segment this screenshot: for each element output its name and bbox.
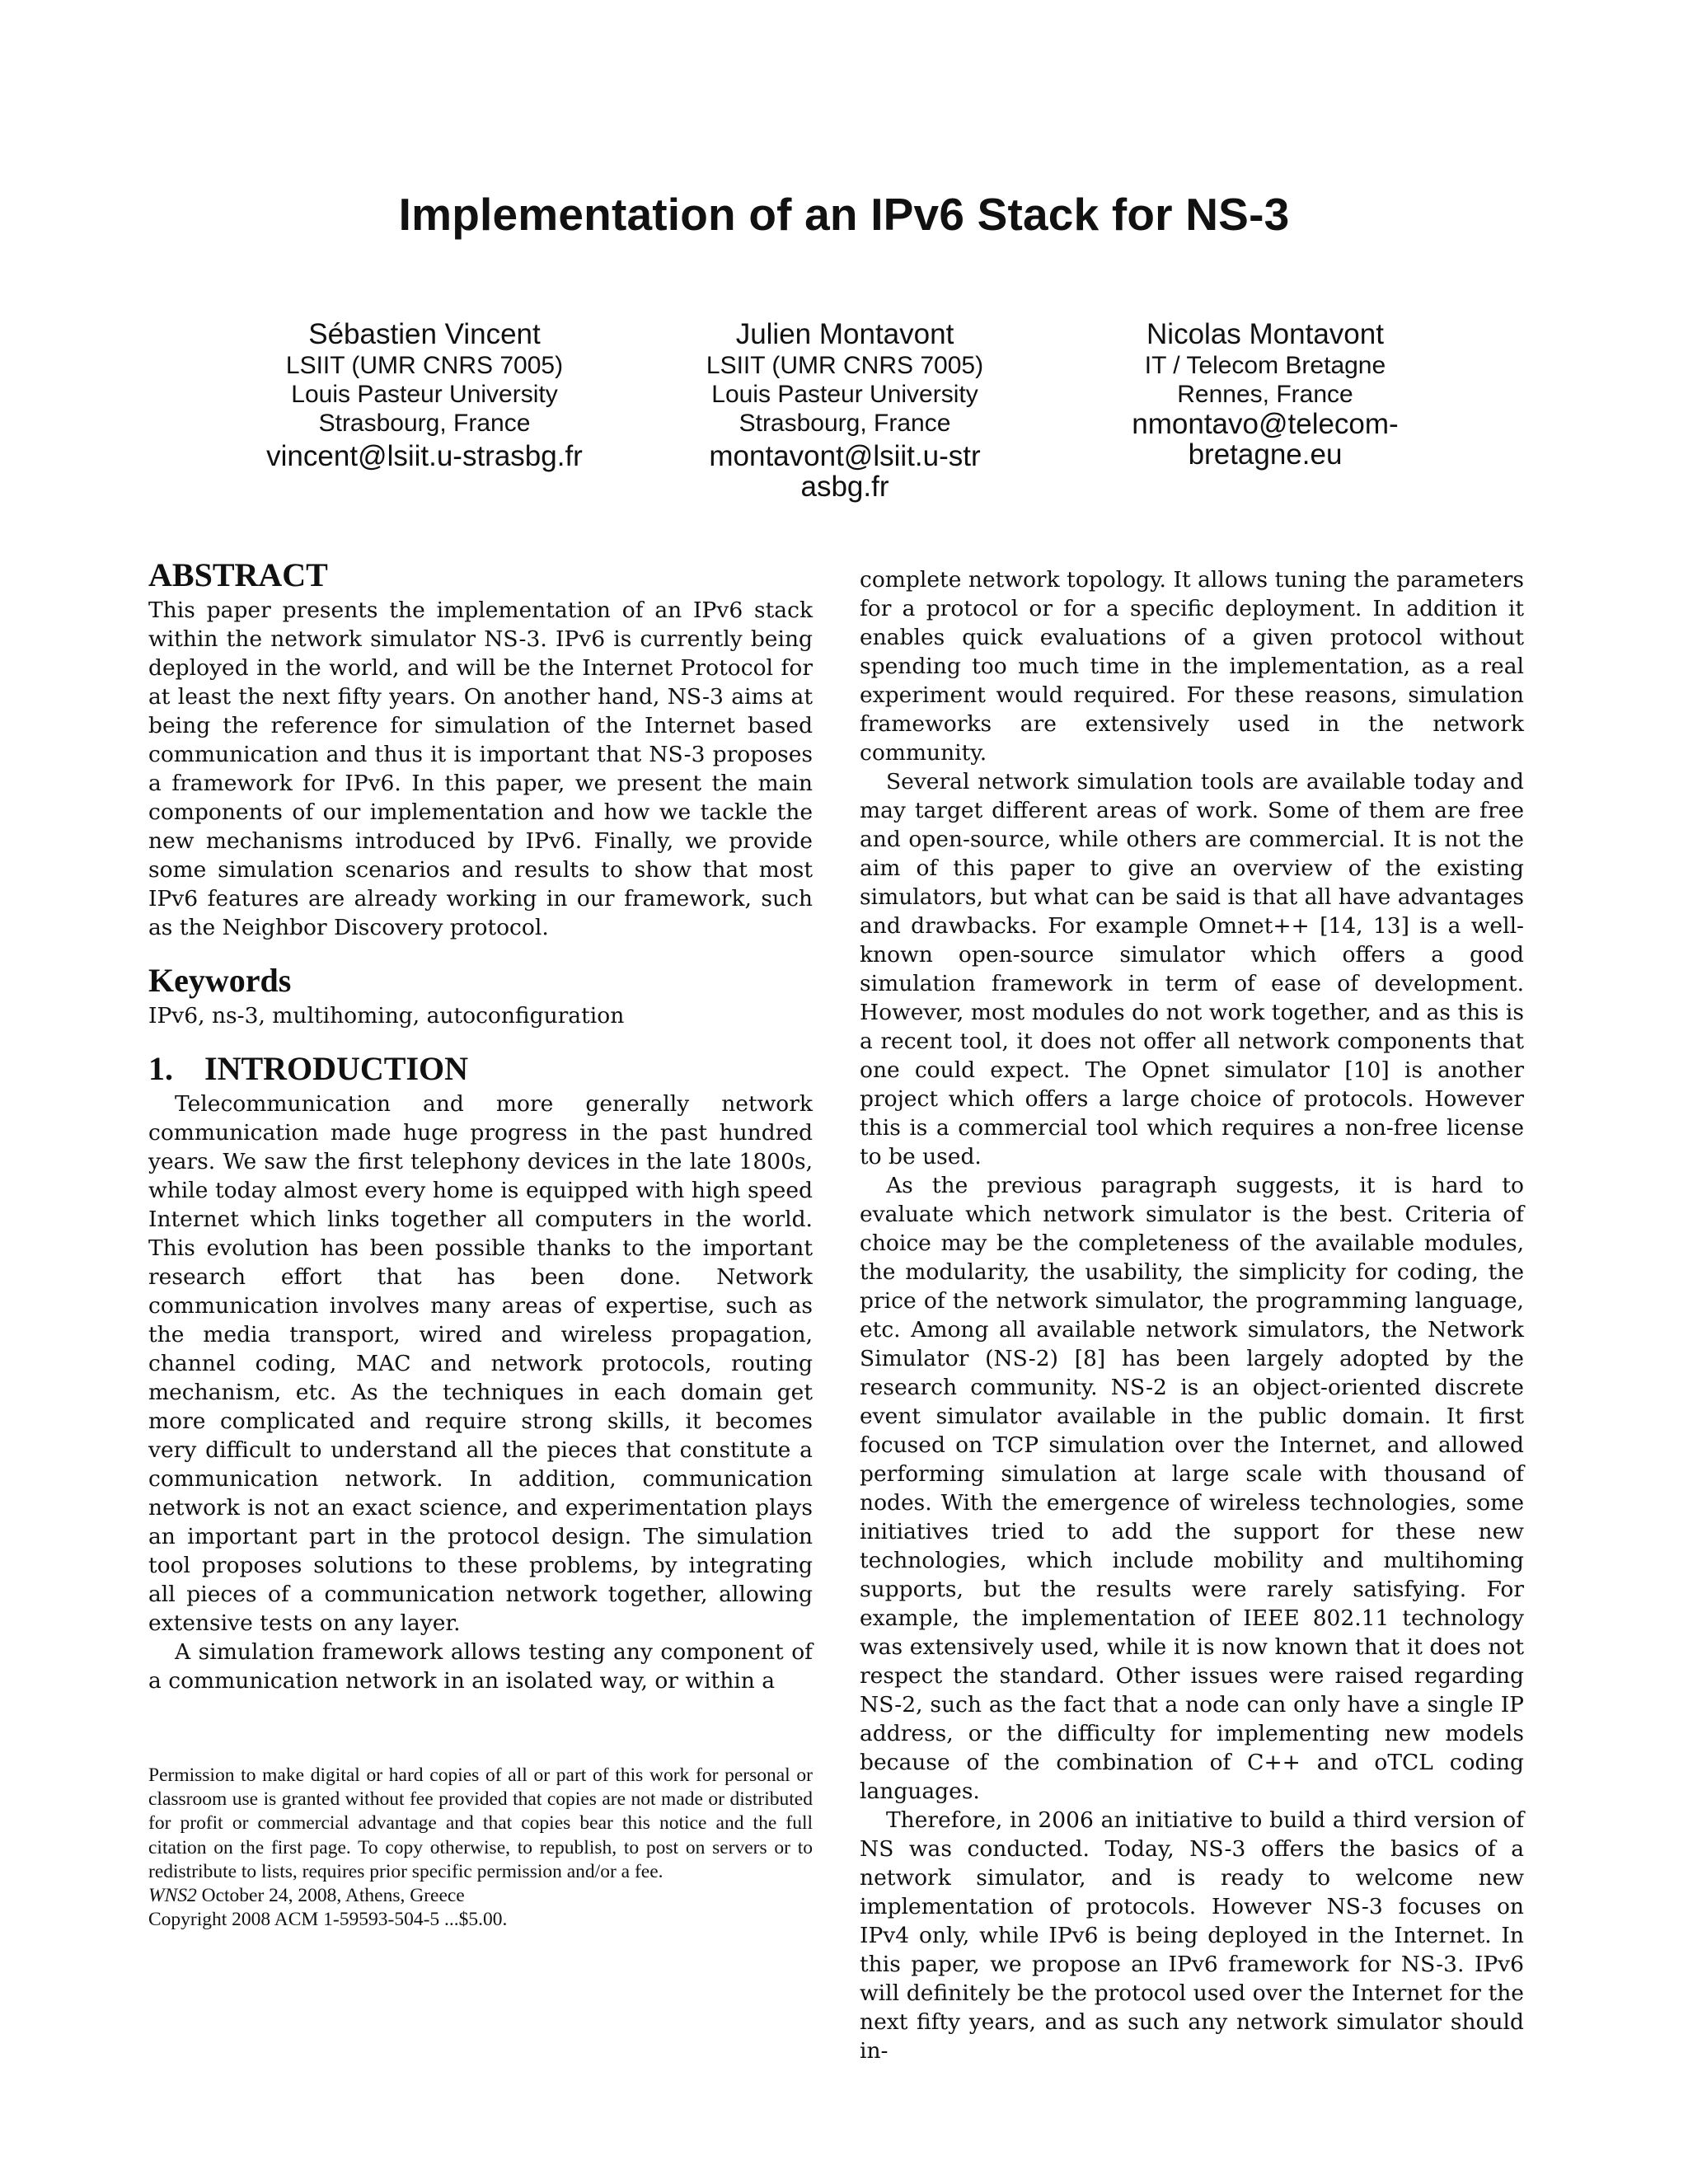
author-affiliation-line: LSIIT (UMR CNRS 7005) [706,352,984,379]
section-number: 1. [148,1050,173,1087]
author-affiliation-line: Louis Pasteur University [291,381,558,408]
copyright-line: Copyright 2008 ACM 1-59593-504-5 ...$5.00. [148,1909,508,1931]
abstract-heading: ABSTRACT [148,556,328,593]
author-email: vincent@lsiit.u-strasbg.fr [266,440,583,472]
intro-paragraph: Therefore, in 2006 an initiative to build a third version of NS was conducted. Today, NS-3 offers the basics of a network simulator, and is ready to welcome new implementation of protocols. However NS-3 focuses on IPv4 only, while IPv6 is being deployed in the Internet. In this paper, we propose an IPv6 framework for NS-3. IPv6 will definitely be the protocol used over the Internet for the next fifty years, and as such any network simulator should in- [860,1807,1524,2064]
author-affiliation-line: Strasbourg, France [738,410,951,437]
intro-paragraph: As the previous paragraph suggests, it is hard to evaluate which network simulator is the best. Criteria of choice may be the completeness of the available modules, the modularity, the usability, the simplicity for coding, the price of the network simulator, the programming language, etc. Among all available network simulators, the Network Simulator (NS-2) [8] has been largely adopted by the research community. NS-2 is an object-oriented discrete event simulator available in the public domain. It first focused on TCP simulation over the Internet, and allowed performing simulation at large scale with thousand of nodes. With the emergence of wireless technologies, some initiatives tried to add the support for these new technologies, which include mobility and multihoming supports, but the results were rarely satisfying. For example, the implementation of IEEE 802.11 technology was extensively used, while it is now known that it does not respect the standard. Other issues were raised regarding NS-2, such as the fact that a node can only have a single IP address, or the difficulty for implementing new models because of the combination of C++ and oTCL coding languages. [860,1173,1524,1804]
author-name: Nicolas Montavont [1146,318,1384,350]
permission-text: Permission to make digital or hard copies of all or part of this work for personal or classroom use is granted without fee provided that copies are not made or distributed for profit or commercial advantage and that copies bear this notice and the full citation on the first page. To copy otherwise, to republish, to post on servers or to redistribute to lists, requires prior specific permission and/or a fee. [148,1765,813,1882]
abstract-text: This paper presents the implementation of an IPv6 stack within the network simulator NS-3. IPv6 is currently being deployed in the world, and will be the Internet Protocol for at least the next fifty years. On another hand, NS-3 aims at being the reference for simulation of the Internet based communication and thus it is important that NS-3 proposes a framework for IPv6. In this paper, we present the main components of our implementation and how we tackle the new mechanisms introduced by IPv6. Finally, we provide some simulation scenarios and results to show that most IPv6 features are already working in our framework, such as the Neighbor Discovery protocol. [148,598,813,940]
author-block [231,318,1459,502]
right-column [860,565,1524,2065]
author-3 [1071,318,1459,502]
author-email: nmontavo@telecom-bretagne.eu [1132,408,1399,471]
author-affiliation-line: Rennes, France [1177,381,1353,408]
keywords-text: IPv6, ns-3, multihoming, autoconfiguration [148,1003,625,1029]
venue-name: WNS2 [148,1885,197,1907]
author-affiliation-line: Strasbourg, France [318,410,531,437]
venue-line [148,1884,813,1908]
author-name: Julien Montavont [735,318,954,350]
author-affiliation-line: Louis Pasteur University [711,381,978,408]
venue-details: October 24, 2008, Athens, Greece [196,1885,465,1907]
intro-paragraph: Several network simulation tools are available today and may target different areas of work. Some of them are free and open-source, while others are commercial. It is not the aim of this paper to give an overview of the existing simulators, but what can be said is that all have advantages and drawbacks. For example Omnet++ [14, 13] is a well-known open-source simulator which offers a good simulation framework in term of ease of development. However, most modules do not work together, and as this is a recent tool, it does not offer all network components that one could expect. The Opnet simulator [10] is another project which offers a large choice of protocols. However this is a commercial tool which requires a non-free license to be used. [860,769,1524,1169]
intro-paragraph: A simulation framework allows testing any component of a communication network in an isolated way, or within a [148,1639,813,1694]
author-affiliation-line: LSIIT (UMR CNRS 7005) [285,352,564,379]
author-name: Sébastien Vincent [308,318,541,350]
intro-continuation: complete network topology. It allows tuning the parameters for a protocol or for a specific deployment. In addition it enables quick evaluations of a given protocol without spending too much time in the implementation, as a real experiment would required. For these reasons, simulation frameworks are extensively used in the network community. [860,567,1524,766]
left-column [148,556,813,1695]
author-2 [651,318,1039,502]
permission-notice [148,1764,813,1932]
section-title: INTRODUCTION [204,1050,469,1087]
intro-paragraph: Telecommunication and more generally network communication made huge progress in the past hundred years. We saw the first telephony devices in the late 1800s, while today almost every home is equipped with high speed Internet which links together all computers in the world. This evolution has been possible thanks to the important research effort that has been done. Network communication involves many areas of expertise, such as the media transport, wired and wireless propagation, channel coding, MAC and network protocols, routing mechanism, etc. As the techniques in each domain get more complicated and require strong skills, it becomes very difficult to understand all the pieces that constitute a communication network. In addition, communication network is not an exact science, and experimentation plays an important part in the protocol design. The simulation tool proposes solutions to these problems, by integrating all pieces of a communication network together, allowing extensive tests on any layer. [148,1091,813,1636]
author-affiliation-line: IT / Telecom Bretagne [1144,352,1386,379]
author-email: montavont@lsiit.u-strasbg.fr [709,440,981,503]
introduction-heading [148,1050,813,1088]
author-1 [231,318,618,502]
keywords-heading: Keywords [148,962,292,999]
paper-title: Implementation of an IPv6 Stack for NS-3 [398,189,1290,240]
